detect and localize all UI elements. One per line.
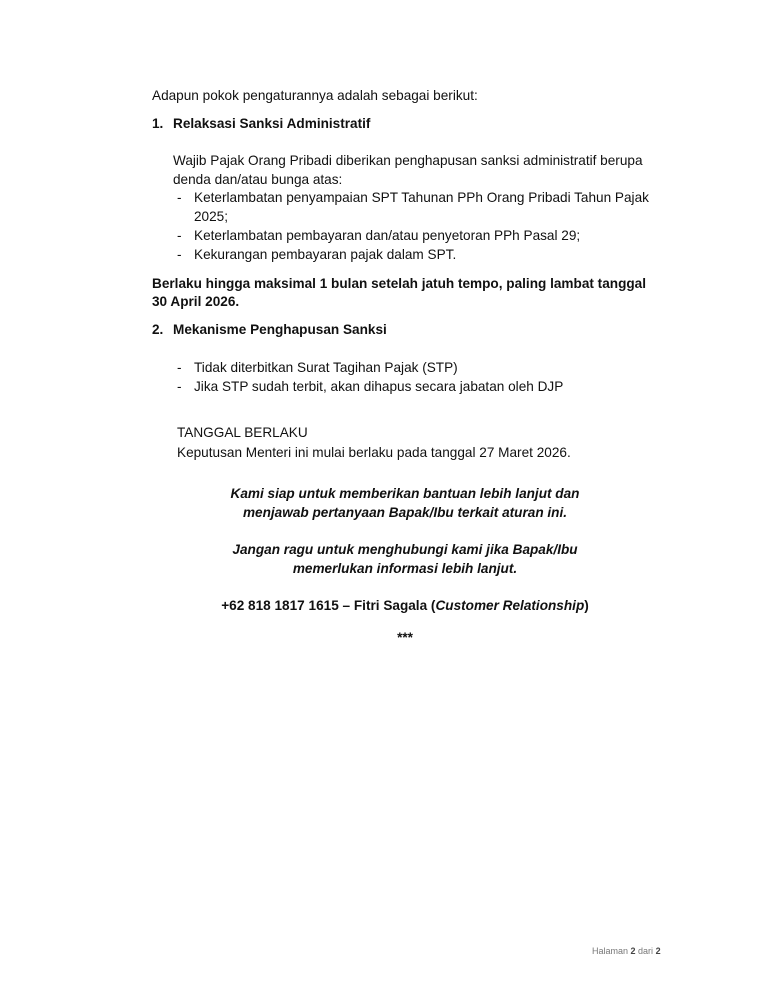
page-of-label: dari <box>635 946 656 956</box>
section1-title: Relaksasi Sanksi Administratif <box>173 116 371 131</box>
section2-title: Mekanisme Penghapusan Sanksi <box>173 322 387 337</box>
deadline-text: Berlaku hingga maksimal 1 bulan setelah jatuh tempo, paling lambat tanggal <box>152 276 647 291</box>
closing-text: memerlukan informasi lebih lanjut. <box>292 561 518 576</box>
closing-text: Kami siap untuk memberikan bantuan lebih lanjut dan <box>230 486 580 501</box>
bullet-dash: - <box>177 360 182 375</box>
bullet-dash: - <box>177 247 182 262</box>
section1-number: 1. <box>152 116 164 131</box>
closing-text: Jangan ragu untuk menghubungi kami jika Bapak/Ibu <box>232 542 578 557</box>
bullet-dash: - <box>177 228 182 243</box>
list-item-text: Keterlambatan penyampaian SPT Tahunan PPh Orang Pribadi Tahun Pajak <box>194 190 649 205</box>
list-item-text: Jika STP sudah terbit, akan dihapus secara jabatan oleh DJP <box>194 379 564 394</box>
section1-paragraph: Wajib Pajak Orang Pribadi diberikan penghapusan sanksi administratif berupa <box>173 153 643 168</box>
page-label: Halaman <box>592 946 631 956</box>
section2-number: 2. <box>152 322 164 337</box>
contact-role: Customer Relationship <box>435 598 585 613</box>
intro-text: Adapun pokok pengaturannya adalah sebagai berikut: <box>152 88 478 103</box>
page-number <box>592 946 661 956</box>
current-page: 2 <box>630 946 636 956</box>
separator: *** <box>397 630 413 645</box>
contact-end: ) <box>584 598 589 613</box>
list-item-text: 2025; <box>194 209 229 224</box>
section1-paragraph: denda dan/atau bunga atas: <box>173 172 343 187</box>
deadline-text: 30 April 2026. <box>152 294 240 309</box>
closing-text: menjawab pertanyaan Bapak/Ibu terkait aturan ini. <box>242 505 568 520</box>
bullet-dash: - <box>177 190 182 205</box>
bullet-dash: - <box>177 379 182 394</box>
effective-text: Keputusan Menteri ini mulai berlaku pada tanggal 27 Maret 2026. <box>177 445 571 460</box>
effective-heading: TANGGAL BERLAKU <box>177 425 308 440</box>
total-pages: 2 <box>655 946 661 956</box>
list-item-text: Keterlambatan pembayaran dan/atau penyetoran PPh Pasal 29; <box>194 228 581 243</box>
contact-line <box>0 596 773 615</box>
list-item-text: Kekurangan pembayaran pajak dalam SPT. <box>194 247 457 262</box>
list-item-text: Tidak diterbitkan Surat Tagihan Pajak (STP) <box>194 360 458 375</box>
contact-text: +62 818 1817 1615 – Fitri Sagala ( <box>221 598 436 613</box>
